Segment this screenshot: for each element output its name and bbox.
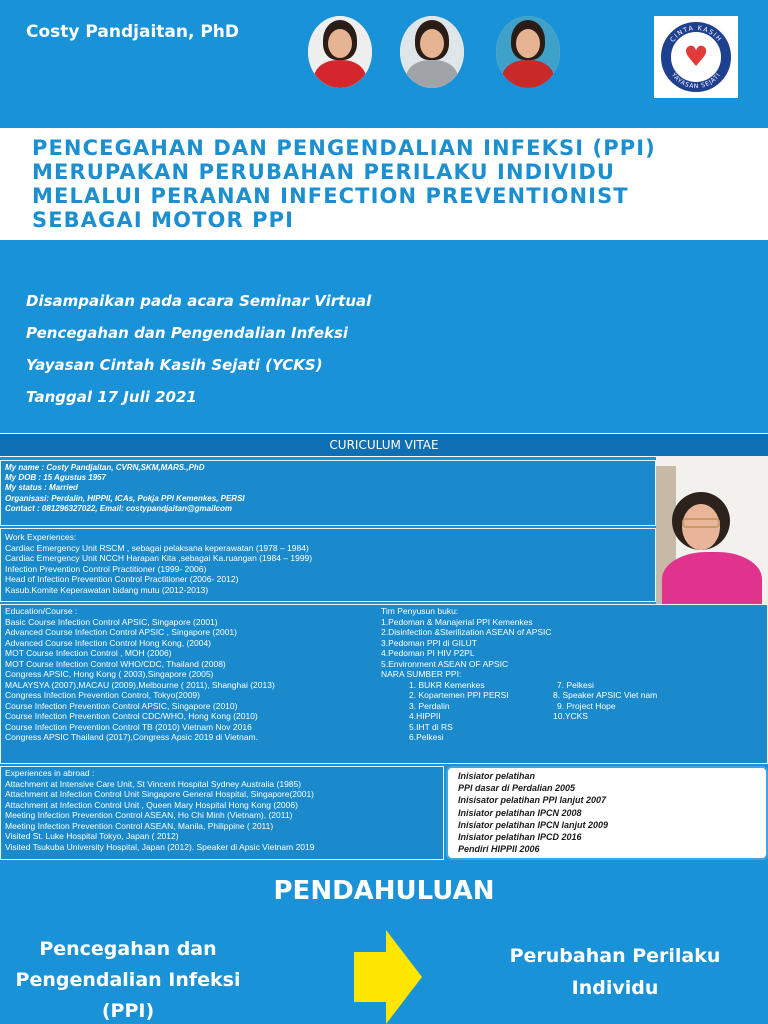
nara-sumber-item: 1. BUKR Kemenkes — [409, 679, 485, 690]
cv-education-line: Congress Infection Prevention Control, Tokyo(2009) — [5, 690, 200, 700]
cv-work-line: Work Experiences: — [5, 532, 77, 542]
title-line: SEBAGAI MOTOR PPI — [32, 208, 295, 232]
initiator-line: Inisiator pelatihan — [458, 771, 536, 781]
cv-abroad-line: Attachment at Infection Control Unit Singapore General Hospital, Singapore(2001) — [5, 789, 315, 799]
nara-sumber-item: 6.Pelkesi — [409, 732, 444, 742]
title-line: MELALUI PERANAN INFECTION PREVENTIONIST — [32, 184, 629, 208]
heart-icon: ♥ — [683, 40, 709, 73]
cv-books-line: 4.Pedoman PI HIV P2PL — [381, 648, 475, 658]
portrait-photo-3 — [496, 16, 560, 88]
seminar-line: Yayasan Cintah Kasih Sejati (YCKS) — [26, 356, 323, 374]
cv-education-line: MOT Course Infection Control WHO/CDC, Thailand (2008) — [5, 658, 226, 669]
cv-education-line: Congress APSIC Thailand (2017),Congress Apsic 2019 di Vietnam. — [5, 732, 258, 742]
ycks-logo — [654, 16, 738, 98]
nara-sumber-item: 7. Pelkesi — [557, 679, 594, 690]
logo-ring-text — [654, 16, 738, 98]
cv-personal-line: My DOB : 15 Agustus 1957 — [5, 473, 107, 483]
cv-education-line: Advanced Course Infection Control APSIC , Singapore (2001) — [5, 627, 237, 637]
nara-sumber-item: 3. Perdalin — [409, 700, 450, 711]
cv-education-line: Education/Course : — [5, 606, 78, 616]
right-arrow-icon — [354, 930, 422, 1024]
title-band — [0, 128, 768, 240]
cv-education-box — [0, 604, 768, 764]
cv-personal-box — [0, 460, 656, 526]
seminar-info — [0, 240, 768, 432]
initiator-line: Inisisator pelatihan PPI lanjut 2007 — [458, 795, 607, 806]
cv-books-line: 3.Pedoman PPI di GILUT — [381, 637, 477, 648]
cv-books-line: NARA SUMBER PPI: — [381, 669, 462, 679]
cv-books-line: 5.Environment ASEAN OF APSIC — [381, 658, 509, 669]
nara-sumber-item: 5.IHT di RS — [409, 721, 453, 732]
nara-sumber-item: 2. Kopartemen PPI PERSI — [409, 690, 509, 700]
cv-abroad-line: Visited St. Luke Hospital Tokyo, Japan ( 2012) — [5, 831, 179, 841]
intro-title: PENDAHULUAN — [273, 876, 495, 906]
intro-right-text — [470, 940, 760, 1004]
cv-personal-line: Organisasi: Perdalin, HIPPII, ICAs, Pokja PPI Kemenkes, PERSI — [5, 493, 245, 503]
initiator-line: Inisiator pelatihan IPCN 2008 — [458, 807, 582, 818]
title-line: PENCEGAHAN DAN PENGENDALIAN INFEKSI (PPI) — [32, 136, 656, 160]
cv-abroad-line: Attachment at Infection Control Unit , Queen Mary Hospital Hong Kong (2006) — [5, 799, 298, 810]
cv-education-line: Course Infection Prevention Control TB (2010) Vietnam Nov 2016 — [5, 721, 252, 732]
cv-education-line: Course Infection Prevention Control APSIC, Singapore (2010) — [5, 700, 238, 711]
seminar-line: Pencegahan dan Pengendalian Infeksi — [26, 324, 349, 342]
author-name: Costy Pandjaitan, PhD — [26, 22, 240, 42]
initiator-box — [446, 766, 768, 860]
cv-books-line: Tim Penyusun buku: — [381, 606, 459, 616]
cv-work-line: Kasub.Komite Keperawatan bidang mutu (2012-2013) — [5, 584, 209, 595]
cv-personal-line: Contact : 081296327022, Email: costypandjaitan@gmailcom — [5, 503, 232, 513]
cv-abroad-box — [0, 766, 444, 860]
cv-personal-line: My status : Married — [5, 483, 78, 493]
cv-education-line: MALAYSYA (2007),MACAU (2009),Melbourne ( 2011), Shanghai (2013) — [5, 679, 275, 690]
title-line: MERUPAKAN PERUBAHAN PERILAKU INDIVIDU — [32, 160, 616, 184]
cv-personal-line: My name : Costy Pandjaitan, CVRN,SKM,MARS.,PhD — [5, 463, 205, 472]
cv-work-line: Head of Infection Prevention Control Practitioner (2006- 2012) — [5, 574, 239, 584]
logo-text-top: CINTA KASIH — [668, 23, 724, 44]
svg-text:YAYASAN SEJATI — [669, 71, 722, 90]
cv-abroad-line: Experiences in abroad : — [5, 768, 95, 778]
cv-education-line: Basic Course Infection Control APSIC, Singapore (2001) — [5, 616, 218, 627]
svg-text:CINTA KASIH — [668, 24, 723, 44]
intro-right-line: Perubahan Perilaku — [509, 945, 721, 967]
cv-work-line: Cardiac Emergency Unit NCCH Harapan Kita ,sebagai Ka.ruangan (1984 – 1999) — [5, 553, 313, 563]
logo-text-bottom: YAYASAN SEJATI — [669, 71, 723, 91]
cv-abroad-line: Meeting Infection Prevention Control ASEAN, Manila, Philippine ( 2011) — [5, 820, 274, 831]
nara-sumber-item: 8. Speaker APSIC Viet nam — [553, 690, 658, 700]
cv-header: CURICULUM VITAE — [0, 433, 768, 457]
cv-abroad-line: Attachment at Intensive Care Unit, St Vincent Hospital Sydney Australia (1985) — [5, 778, 302, 789]
intro-right-line: Individu — [571, 977, 659, 999]
initiator-line: PPI dasar di Perdalian 2005 — [458, 783, 576, 794]
cv-education-line: Course Infection Prevention Control CDC/WHO, Hong Kong (2010) — [5, 711, 258, 721]
intro-left-text — [0, 934, 256, 1024]
intro-left-line: (PPI) — [101, 1000, 155, 1022]
seminar-line: Disampaikan pada acara Seminar Virtual — [26, 292, 372, 310]
cv-work-line: Infection Prevention Control Practitioner (1999- 2006) — [5, 563, 207, 574]
cv-work-line: Cardiac Emergency Unit RSCM , sebagai pelaksana keperawatan (1978 – 1984) — [5, 542, 309, 553]
seminar-date: Tanggal 17 Juli 2021 — [26, 388, 197, 406]
intro-left-line: Pencegahan dan — [39, 938, 217, 960]
cv-photo — [656, 456, 768, 604]
nara-sumber-item: 10.YCKS — [553, 711, 588, 721]
cv-books-line: 1.Pedoman & Manajerial PPI Kemenkes — [381, 616, 533, 627]
cv-abroad-line: Visited Tsukuba University Hospital, Japan (2012). Speaker di Apsic Vietnam 2019 — [5, 841, 315, 852]
cv-abroad-line: Meeting Infection Prevention Control ASEAN, Ho Chi Minh (Vietnam), (2011) — [5, 810, 293, 820]
header-bar — [0, 0, 768, 128]
nara-sumber-item: 4.HIPPII — [409, 711, 441, 721]
initiator-line: Inisiator pelatihan IPCD 2016 — [458, 832, 582, 843]
cv-education-line: Advanced Course Infection Control Hong Kong, (2004) — [5, 637, 212, 648]
intro-left-line: Pengendalian Infeksi — [15, 969, 241, 991]
portrait-photo-2 — [400, 16, 464, 88]
cv-work-box — [0, 528, 656, 602]
cv-books-line: 2.Disinfection &Sterilization ASEAN of APSIC — [381, 627, 552, 637]
initiator-line: Inisiator pelatihan IPCN lanjut 2009 — [458, 819, 609, 830]
nara-sumber-item: 9. Project Hope — [557, 700, 616, 711]
cv-education-line: Congress APSIC, Hong Kong ( 2003),Singapore (2005) — [5, 669, 214, 679]
initiator-line: Pendiri HIPPII 2006 — [458, 844, 540, 855]
portrait-photo-1 — [308, 16, 372, 88]
cv-education-line: MOT Course Infection Control , MOH (2006) — [5, 648, 172, 658]
